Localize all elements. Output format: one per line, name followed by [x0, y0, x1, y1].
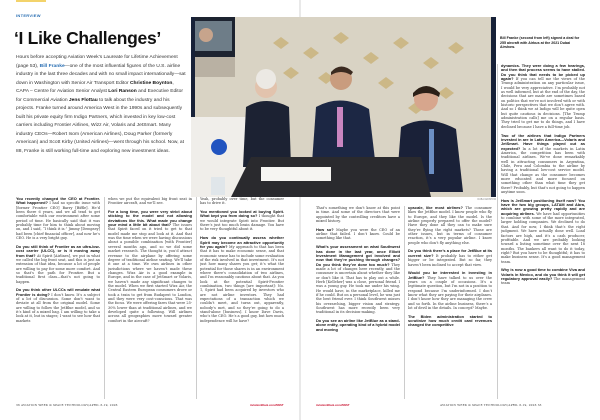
- photo-credit: DUBAI AIRSHOW: [477, 199, 496, 201]
- qa-paragraph: [200, 197, 284, 206]
- article-title: ‘I Like Challenges’: [14, 28, 161, 48]
- qa-paragraph: [408, 249, 492, 266]
- qa-paragraph: [408, 315, 492, 328]
- interview-answer: The issues that Spirit faced on it tried to get to that model made me stop and look at it. And that was the time when we were having discussions about a possible combination [with Frontier] several months ago, and so we did some market research. The thought is, you’d attract revenue to the airplane by offering some degree of traditional airline seating. We’ll take it one at a time. We own airlines in other jurisdictions where we haven’t made these changes. Wizz Air is a good example in Europe, and in the case of JetSmart or Volaris, we haven’t made any significant changes to the model. When we first started Wizz Air, the Central Eastern European consumers drove or took a train to get from Budapest to London, and they were very cost-conscious. That was the focus. We were offering fares that were 25-30% lower than at traditional airlines, and we developed quite a following. Will airlines across all geographies move toward greater comfort in the aircraft?: [108, 223, 192, 323]
- interview-question: You mentioned you looked at buying Spirit. What kept you from doing so?: [200, 209, 284, 219]
- column-left-3: [200, 197, 284, 399]
- qa-paragraph: [200, 236, 284, 323]
- section-label: INTERVIEW: [16, 13, 41, 18]
- interview-answer: I don’t know. It’s a subject of a lot of discussion. Some don’t want to deviate at all from the original model. Some are willing to follow the JetBlue model, and so it’s kind of a mixed bag. I am willing to take a look at it, but in stages; I want to see how that markets: [16, 292, 100, 323]
- interview-answer: It probably has to either get bigger or be integrated. But so far, they haven’t been inclined to accept that view.: [408, 253, 492, 267]
- interview-question: Do you think other ULCCs will emulate what Frontier is doing?: [16, 287, 100, 297]
- interview-question: dynamics. They were doing a few hearings, and then that process seems to have stalled. Do you think that needs to be picked up again?: [501, 64, 585, 82]
- article-photo: [191, 17, 496, 197]
- qa-paragraph: [108, 210, 192, 323]
- interview-answer: My approach to that has been that it has to make economic sense, and that economic sense has to include some evaluation of the risk involved in that investment. It’s not just how many shares you get; it’s what the potential for those shares is in an environment where there’s consolidation of two airlines, and I’m reasonably cautious about that. As you look at the potential Spirit-Frontier combination, two things [are important]: No. 1, Spirit had been acquired by investors who are not airline investors. They had expectations of a transaction which we couldn’t meet, and turns out, apparently, nobody’s met, and so they’re going to do a stand-alone [business]. I know Dave Davis, who’s the CEO. He’s a good guy, but how much independence will he have?: [200, 244, 284, 323]
- editor-name: Lori Ranson: [108, 89, 137, 94]
- qa-paragraph: [316, 228, 400, 241]
- column-right-1: [316, 206, 400, 399]
- interview-question: For a long time, you were very strict about sticking to the model and not allowing deviations like this. What made you change your mind a little bit about that?: [108, 209, 192, 228]
- folio-left: 36 AVIATION WEEK & SPACE TECHNOLOGY/APRIL 6-19, 2026: [16, 403, 118, 407]
- column-right-2: [408, 206, 492, 399]
- qa-paragraph: [108, 197, 192, 206]
- interview-question: Why is now a good time to combine Viva and Volaris in Mexico, and do you think it will get regulatory approval easily?: [501, 267, 585, 281]
- interview-question: Do you still think of Frontier as an ultra-low-cost carrier (ULCC), or is it moving away from that?: [16, 243, 100, 258]
- column-left-2: [108, 197, 192, 399]
- website-link-right[interactable]: AviationWeek.com/AWST: [316, 403, 350, 407]
- editor-name: Christine Boynton: [130, 80, 173, 86]
- interview-answer: Yeah, probably over time, but the consumer has to drive it.: [200, 197, 284, 206]
- qa-paragraph: [16, 197, 100, 240]
- qa-paragraph: [501, 199, 585, 264]
- interview-answer: They made a lot of changes here recently, and the consumer is uncertain about whether they like or don’t like it. That has to play out a while. Herb [Kelleher] was a close, personal friend. I was a young guy. He took me under his wing. He would have, in the marketplace, killed me if he could. But on a personal level, he was just the best friend ever. I think Southwest misses his overarching, bigger vision and strategy. Southwest has more recently been very traditional in its decision-making.: [316, 262, 400, 315]
- article-intro: [16, 54, 186, 156]
- interview-answer: In a lot of the markets in Latin America, the competition has been with traditional airlines. We’ve done remarkably well in attracting consumers in Argentina, Chile, Peru and Colombia to the airline by having a traditional low-cost service model. Will that change as the consumer becomes more educated and more focused on something other than what time they get there? Probably, but that’s not going to happen anytime soon.: [501, 146, 585, 195]
- intro-text: —one of the most influential figures of the U.S. airline industry in the last three decades and with no small impact internationally—sat down in Washington with Senior Air Transport Editor: [16, 63, 186, 86]
- interview-question: How is JetSmart positioning itself now? You have the two big groups, LATAM and Abra, which are growing pretty rapidly and are acquiring airlines.: [501, 197, 585, 216]
- interview-question: What’s your assessment on what Southwest has done in the last year, once Elliott Investment Management got involved and now that they’re pushing through changes? Do you think they’ve done too much?: [316, 244, 400, 267]
- interview-answer: I had no specific issue with [former Frontier CEO] Barry [Biffle]. He’d been there 6 years, and we all tend to get comfortable with our environment after some period of time. He basically said that it was probably time for him to think about moving on, and I said, “I think it is.” Jimmy [Dempsey] had been [chief financial officer], and now he’s CEO. He is a very bright guy.: [16, 201, 100, 241]
- column-left-1: [16, 197, 100, 399]
- qa-paragraph: [200, 210, 284, 232]
- interview-answer: That’s something we don’t know at this point in time. And some of the directors that were appointed by the controlling creditors have a mixed history.: [316, 206, 400, 224]
- column-divider: [497, 64, 498, 399]
- interview-question: You recently changed the CEO at Frontier. What happened?: [16, 197, 100, 206]
- intro-text: to talk about the industry and his projects. Franke turned around America West in the 1990s and subsequently built his private equity firm Indigo Partners, which invested in key low-cost carriers including Frontier Airlines, Wizz Air, Volaris and JetSmart. Many industry CEOs—Robert Isom (American Airlines), Doug Parker (formerly American) and Scott Kirby (United Airlines)—went through his school. Now, at 88, Franke is still working full-time and exploring new investment ideas.: [16, 97, 184, 154]
- interview-question: Two of the airlines that Indigo Partners invested in are in Latin America—Volaris and JetSmart. Have things played out as expected?: [501, 132, 585, 151]
- interview-answer: when we put the equivalent big front seat in Frontier aircraft, and we’ll see.: [108, 197, 192, 206]
- qa-paragraph: [501, 268, 585, 285]
- interview-answer: We have had opportunities to combine with some of the more integrated, larger holding companies. We declined to do that. And for now, I think that’s the right judgment. We have actually done well. Load factors are high, and it’s a cash producer, profitable. And we are probably looking toward a listing sometime over the next 18 months. The bankers all want to do it today, right? But you have to be thoughtful; it has to make business sense. It’s a good management team.: [501, 211, 585, 264]
- qa-paragraph: [316, 206, 400, 223]
- interview-question: How do you continually assess whether Spirit may become an attractive opportunity for you again?: [200, 235, 284, 249]
- qa-paragraph: [501, 134, 585, 195]
- interview-question: upscale, like most airlines?: [408, 206, 463, 210]
- interviewee-name: Bill Franke: [39, 63, 65, 69]
- interview-answer: They have talked to us over the years on a couple of occasions. It’s a legitimate question, but I’m not in a position to respond because I’m underinformed. I don’t know what they are paying for their airplanes. I don’t know how they are managing the crew and so forth. In the airline business, there’s a lot of devil in the details. In concept? Maybe.: [408, 275, 492, 310]
- editor-name: Jens Flottau: [68, 97, 98, 103]
- qa-paragraph: [16, 245, 100, 284]
- interview-question: Do you see an airline like JetBlue as a stand-alone entity, operating kind of a hybrid model and moving: [316, 318, 400, 332]
- intro-text: Hours before accepting Aviation Week’s Laureate for Lifetime Achievement (page 53),: [16, 55, 178, 69]
- qa-paragraph: [16, 288, 100, 323]
- interview-answer: The consumer likes the JetBlue model. I know people who fly to Europe, and they like the model. Is the airline properly prepared to offer the model? Have they done all they can to make sure they’re flying the right markets? Those are other issues, but in terms of consumer reaction, it’s a very popular airline. I know people who don’t fly anything else.: [408, 206, 492, 245]
- qa-paragraph: [316, 319, 400, 332]
- qa-paragraph: [408, 271, 492, 310]
- interview-question: Would you be interested in investing in JetBlue?: [408, 270, 492, 280]
- qa-paragraph: [408, 206, 492, 245]
- interview-answer: At Spirit [Airlines], we put in what we called the big front seat, and this is just an extension of that idea, because a lot of people are willing to pay for some more comfort. And so that’s the path for Frontier. But a traditional first class—that’s not going to happen.: [16, 253, 100, 284]
- photo-caption: Bill Franke (second from left) signed a deal for 255 aircraft with Airbus at the 2021 Dubai Airshow.: [500, 36, 580, 50]
- interview-question: How so?: [316, 226, 334, 232]
- column-divider: [196, 197, 197, 399]
- interview-question: Do you think there’s a place for JetBlue at its current size?: [408, 248, 492, 258]
- interview-answer: The management team: [501, 276, 585, 286]
- section-color-bar: [16, 0, 46, 2]
- column-divider: [404, 206, 405, 399]
- intro-text: and Executive Editor for Commercial Aviation: [16, 89, 183, 103]
- folio-right: AVIATION WEEK & SPACE TECHNOLOGY/APRIL 6-19, 2026 33: [440, 403, 542, 407]
- interview-answer: I thought that we would integrate Spirit into Frontier. But there’s just too much brain damage. You have to be very thoughtful about it.: [200, 214, 284, 232]
- column-right-3: [501, 64, 585, 399]
- interview-answer: Maybe you were the CEO of an airline that failed. I don’t know. Could be something like that.: [316, 227, 400, 241]
- qa-paragraph: [501, 64, 585, 129]
- website-link-left[interactable]: AviationWeek.com/AWST: [250, 403, 284, 407]
- column-divider: [104, 197, 105, 399]
- interview-question: The Biden administration started to scrutinize how much credit card revenues changed the competitive: [408, 313, 492, 328]
- qa-paragraph: [316, 245, 400, 315]
- intro-text: , CAPA – Centre for Aviation Senior Analyst: [16, 80, 174, 94]
- interview-answer: If you can tell me the views of the Trump administration on any particular issue, I would be very appreciative. I’m probably not as well informed, but at the end of the day, the decisions that are made are sometimes based on politics that we’re not involved with or with historic perspectives that we don’t agree with. And so I think we at Indigo will be quite open but quite cautious in decisions. [The Trump administration calls] me on a regular basis. They tried to get me to do things, and I have declined because I have a full-time job.: [501, 77, 585, 129]
